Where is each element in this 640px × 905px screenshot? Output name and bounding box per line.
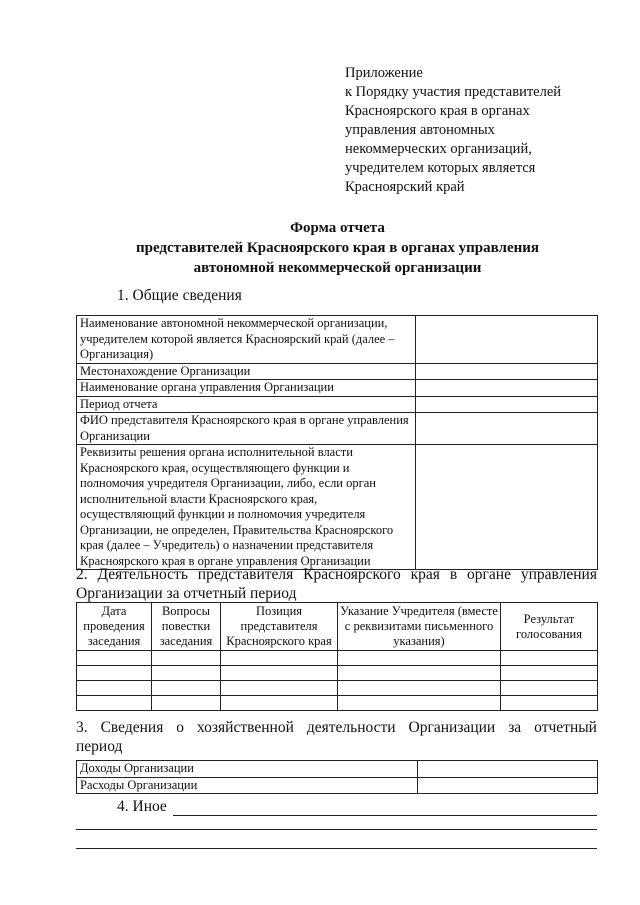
- table-cell[interactable]: [152, 666, 221, 681]
- column-header: Позиция представителя Красноярского края: [221, 603, 338, 651]
- table-row: [77, 666, 598, 681]
- table-row: [77, 696, 598, 711]
- section1-heading: 1. Общие сведения: [117, 287, 242, 304]
- appendix-line: некоммерческих организаций,: [345, 141, 532, 157]
- table-cell[interactable]: [221, 651, 338, 666]
- section4-heading: [117, 798, 597, 816]
- column-header: Дата проведения заседания: [77, 603, 152, 651]
- heading-word: представителя: [197, 566, 294, 583]
- table-cell[interactable]: [152, 651, 221, 666]
- heading-word: Организации: [408, 719, 496, 736]
- table-row: [77, 413, 598, 445]
- heading-word: Красноярского: [303, 566, 401, 583]
- heading-word: в: [449, 566, 458, 583]
- form-title-line: представителей Красноярского края в органах управления: [135, 240, 540, 256]
- column-header: Результат голосования: [501, 603, 598, 651]
- heading-word: о: [176, 719, 185, 736]
- table-header-row: [77, 603, 598, 651]
- heading-word: Сведения: [100, 719, 164, 736]
- table-row: [77, 380, 598, 397]
- row-label: Реквизиты решения органа исполнительной власти Красноярского края, осуществляющего функции и полномочия учредителя Организации, либо, если орган исполнительной власти Красноярского края, осуществляющий функции и полномочия учредителя Организации, не определен, Правительства Красноярского края (далее – Учредитель) о назначении представителя Красноярского края в органе управления Организации: [77, 445, 416, 570]
- table-row: [77, 363, 598, 380]
- heading-word: края: [410, 566, 440, 583]
- value-cell[interactable]: [416, 363, 598, 380]
- form-title-line: автономной некоммерческой организации: [193, 260, 482, 276]
- form-title: [60, 218, 615, 278]
- table-cell[interactable]: [77, 666, 152, 681]
- table-row: [77, 651, 598, 666]
- table-cell[interactable]: [77, 696, 152, 711]
- table-row: [77, 761, 598, 778]
- table-cell[interactable]: [338, 651, 501, 666]
- value-cell[interactable]: [416, 380, 598, 397]
- table-cell[interactable]: [501, 651, 598, 666]
- fill-in-line[interactable]: [76, 829, 597, 830]
- table-cell[interactable]: [221, 681, 338, 696]
- table-cell[interactable]: [501, 681, 598, 696]
- activity-table: [76, 602, 598, 711]
- heading-word: Деятельность: [97, 566, 188, 583]
- value-cell[interactable]: [416, 413, 598, 445]
- section2-heading-line2: Организации за отчетный период: [76, 585, 297, 602]
- heading-word: деятельности: [306, 719, 396, 736]
- table-cell[interactable]: [338, 681, 501, 696]
- heading-word: 3.: [76, 719, 88, 736]
- value-cell[interactable]: [418, 777, 598, 794]
- table-row: [77, 681, 598, 696]
- appendix-line: Красноярский край: [345, 179, 465, 195]
- row-label: Период отчета: [77, 396, 416, 413]
- table-cell[interactable]: [152, 696, 221, 711]
- section3-heading-line1: [76, 718, 597, 737]
- appendix-line: учредителем которых является: [345, 160, 536, 176]
- table-row: [77, 777, 598, 794]
- column-header: Вопросы повестки заседания: [152, 603, 221, 651]
- row-label: ФИО представителя Красноярского края в органе управления Организации: [77, 413, 416, 445]
- fill-in-line[interactable]: [173, 801, 597, 816]
- table-cell[interactable]: [77, 681, 152, 696]
- row-label: Наименование органа управления Организации: [77, 380, 416, 397]
- row-label: Наименование автономной некоммерческой организации, учредителем которой является Красноярский край (далее – Организация): [77, 316, 416, 364]
- heading-word: за: [508, 719, 522, 736]
- row-label: Местонахождение Организации: [77, 363, 416, 380]
- appendix-line: управления автономных: [345, 122, 495, 138]
- value-cell[interactable]: [416, 445, 598, 570]
- table-cell[interactable]: [338, 666, 501, 681]
- appendix-line: к Порядку участия представителей: [345, 84, 562, 100]
- form-title-line: Форма отчета: [290, 220, 385, 236]
- table-cell[interactable]: [501, 666, 598, 681]
- table-cell[interactable]: [501, 696, 598, 711]
- section3-heading-line2: период: [76, 738, 123, 755]
- heading-word: 2.: [76, 566, 88, 583]
- table-cell[interactable]: [77, 651, 152, 666]
- row-label: Доходы Организации: [77, 761, 418, 778]
- section2-heading: [76, 565, 597, 603]
- value-cell[interactable]: [416, 396, 598, 413]
- appendix-line: Красноярского края в органах: [345, 103, 530, 119]
- heading-word: хозяйственной: [197, 719, 294, 736]
- section2-heading-line1: [76, 565, 597, 584]
- row-label: Расходы Организации: [77, 777, 418, 794]
- heading-word: органе: [467, 566, 511, 583]
- appendix-note: [345, 64, 625, 197]
- table-row: [77, 445, 598, 570]
- table-cell[interactable]: [221, 666, 338, 681]
- heading-word: отчетный: [534, 719, 597, 736]
- section3-heading: [76, 718, 597, 756]
- economic-activity-table: [76, 760, 598, 794]
- general-info-table: [76, 315, 598, 570]
- fill-in-line[interactable]: [76, 848, 597, 849]
- appendix-line: Приложение: [345, 65, 423, 81]
- value-cell[interactable]: [416, 316, 598, 364]
- table-row: [77, 316, 598, 364]
- value-cell[interactable]: [418, 761, 598, 778]
- column-header: Указание Учредителя (вместе с реквизитами письменного указания): [338, 603, 501, 651]
- heading-word: управления: [520, 566, 597, 583]
- table-cell[interactable]: [338, 696, 501, 711]
- section4-label: 4. Иное: [117, 798, 167, 815]
- table-cell[interactable]: [221, 696, 338, 711]
- table-cell[interactable]: [152, 681, 221, 696]
- table-row: [77, 396, 598, 413]
